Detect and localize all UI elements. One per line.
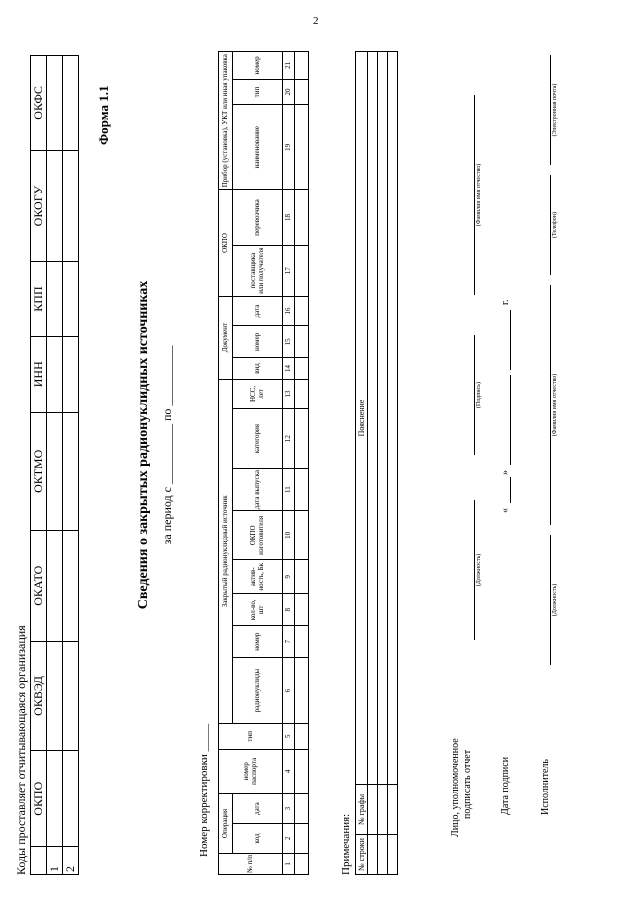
column-number: 12 bbox=[283, 409, 295, 469]
header-device-number: номер bbox=[233, 52, 283, 80]
executor-position-line[interactable] bbox=[550, 535, 551, 665]
header-radionuclides: радионуклиды bbox=[233, 658, 283, 724]
period-to-blank[interactable]: __________ bbox=[160, 345, 174, 406]
sources-table bbox=[218, 51, 309, 875]
codes-header-okato: ОКАТО bbox=[31, 530, 47, 641]
authorized-position-caption: (Должность) bbox=[476, 553, 482, 587]
codes-cell[interactable] bbox=[47, 412, 63, 530]
column-number: 10 bbox=[283, 511, 295, 560]
authorized-position-line[interactable] bbox=[474, 500, 475, 640]
codes-cell[interactable] bbox=[63, 150, 79, 262]
data-cell[interactable] bbox=[295, 511, 309, 560]
header-device: Прибор (установка), УКТ или иная упаковка bbox=[219, 52, 233, 190]
header-doc-number: номер bbox=[233, 326, 283, 358]
correction-line bbox=[198, 724, 210, 857]
notes-label: Примечания: bbox=[340, 813, 352, 875]
notes-cell[interactable] bbox=[388, 835, 398, 875]
column-number: 8 bbox=[283, 594, 295, 626]
notes-cell[interactable] bbox=[378, 52, 388, 785]
data-cell[interactable] bbox=[295, 823, 309, 853]
header-okpo-maker: ОКПО изготовителя bbox=[233, 511, 283, 560]
header-nss: НСС, лет bbox=[233, 379, 283, 409]
header-device-type: тип bbox=[233, 79, 283, 105]
header-source-number: номер bbox=[233, 626, 283, 658]
column-number: 15 bbox=[283, 326, 295, 358]
period-from-label: за период с bbox=[160, 487, 174, 545]
table-header-row-1 bbox=[219, 52, 233, 875]
codes-cell[interactable] bbox=[47, 530, 63, 641]
header-okpo: ОКПО bbox=[219, 190, 233, 296]
data-cell[interactable] bbox=[295, 326, 309, 358]
authorized-signature-line[interactable] bbox=[474, 335, 475, 455]
data-cell[interactable] bbox=[295, 749, 309, 794]
data-cell[interactable] bbox=[295, 409, 309, 469]
page-number: 2 bbox=[313, 15, 319, 27]
notes-header-row bbox=[356, 52, 368, 875]
period-from-blank[interactable]: __________ bbox=[160, 424, 174, 485]
codes-corner bbox=[31, 847, 47, 875]
executor-email-line[interactable] bbox=[550, 55, 551, 165]
column-number: 19 bbox=[283, 105, 295, 190]
notes-row bbox=[378, 52, 388, 875]
column-number: 6 bbox=[283, 658, 295, 724]
column-number: 18 bbox=[283, 190, 295, 245]
notes-cell[interactable] bbox=[388, 52, 398, 785]
data-cell[interactable] bbox=[295, 560, 309, 594]
codes-cell[interactable] bbox=[63, 751, 79, 847]
column-number: 21 bbox=[283, 52, 295, 80]
notes-row bbox=[368, 52, 378, 875]
column-number: 2 bbox=[283, 823, 295, 853]
notes-cell[interactable] bbox=[368, 835, 378, 875]
form-label: Форма 1.1 bbox=[96, 85, 111, 145]
header-device-name: наименование bbox=[233, 105, 283, 190]
executor-fullname-line[interactable] bbox=[550, 285, 551, 525]
codes-row-number: 2 bbox=[63, 847, 79, 875]
data-cell[interactable] bbox=[295, 794, 309, 824]
header-document: Документ bbox=[219, 296, 233, 379]
sign-day-line[interactable] bbox=[510, 477, 511, 503]
notes-cell[interactable] bbox=[388, 785, 398, 835]
codes-cell[interactable] bbox=[63, 336, 79, 412]
codes-cell[interactable] bbox=[47, 336, 63, 412]
executor-email-caption: (Электронная почта) bbox=[552, 83, 558, 137]
authorized-label-2: подписать отчет bbox=[462, 749, 473, 819]
correction-label: Номер корректировки bbox=[198, 754, 210, 857]
header-operation: Операция bbox=[219, 794, 233, 854]
codes-header-okogu: ОКОГУ bbox=[31, 150, 47, 262]
codes-row-number: 1 bbox=[47, 847, 63, 875]
sign-date-label: Дата подписи bbox=[500, 756, 511, 815]
authorized-fullname-caption: (Фамилия имя отчество) bbox=[476, 163, 482, 227]
notes-row bbox=[388, 52, 398, 875]
codes-row bbox=[63, 56, 79, 875]
header-okpo-supplier: поставщика или получателя bbox=[233, 245, 283, 296]
authorized-signature-caption: (Подпись) bbox=[476, 381, 482, 409]
codes-header-okfs: ОКФС bbox=[31, 56, 47, 151]
authorized-label-1: Лицо, уполномоченное bbox=[450, 738, 461, 837]
executor-fullname-caption: (Фамилия имя отчество) bbox=[552, 373, 558, 437]
codes-cell[interactable] bbox=[47, 150, 63, 262]
codes-header-oktmo: ОКТМО bbox=[31, 412, 47, 530]
header-doc-kind: вид bbox=[233, 358, 283, 379]
header-passport: номер паспорта bbox=[219, 749, 283, 794]
sign-year-line[interactable] bbox=[510, 310, 511, 370]
executor-label: Исполнитель bbox=[540, 759, 551, 815]
codes-cell[interactable] bbox=[63, 412, 79, 530]
codes-cell[interactable] bbox=[63, 262, 79, 336]
rotated-form-page bbox=[10, 15, 630, 875]
data-cell[interactable] bbox=[295, 468, 309, 511]
column-number: 3 bbox=[283, 794, 295, 824]
data-cell[interactable] bbox=[295, 296, 309, 326]
data-cell[interactable] bbox=[295, 105, 309, 190]
correction-blank[interactable]: _____ bbox=[198, 723, 210, 752]
codes-cell[interactable] bbox=[47, 56, 63, 151]
codes-title: Коды проставляет отчитывающаяся организация bbox=[14, 625, 28, 875]
year-suffix: г. bbox=[500, 299, 511, 305]
data-cell[interactable] bbox=[295, 379, 309, 409]
column-number: 7 bbox=[283, 626, 295, 658]
notes-cell[interactable] bbox=[378, 785, 388, 835]
quote-close: » bbox=[500, 470, 511, 475]
data-cell[interactable] bbox=[295, 853, 309, 874]
column-number: 17 bbox=[283, 245, 295, 296]
codes-header-okved: ОКВЭД bbox=[31, 641, 47, 751]
codes-cell[interactable] bbox=[47, 751, 63, 847]
codes-cell[interactable] bbox=[47, 641, 63, 751]
notes-cell[interactable] bbox=[378, 835, 388, 875]
codes-cell[interactable] bbox=[63, 530, 79, 641]
executor-position-caption: (Должность) bbox=[552, 583, 558, 617]
sign-month-line[interactable] bbox=[510, 375, 511, 465]
data-cell[interactable] bbox=[295, 724, 309, 750]
column-number: 14 bbox=[283, 358, 295, 379]
codes-cell[interactable] bbox=[47, 262, 63, 336]
data-cell[interactable] bbox=[295, 79, 309, 105]
codes-cell[interactable] bbox=[63, 56, 79, 151]
header-operation-code: код bbox=[233, 823, 283, 853]
header-category: категория bbox=[233, 409, 283, 469]
column-number: 9 bbox=[283, 560, 295, 594]
header-operation-date: дата bbox=[233, 794, 283, 824]
header-activity: актив-ность, Бк bbox=[233, 560, 283, 594]
codes-header-row bbox=[31, 56, 47, 875]
column-number: 5 bbox=[283, 724, 295, 750]
document-title: Сведения о закрытых радионуклидных источниках bbox=[136, 280, 151, 610]
header-n: № п/п bbox=[219, 853, 283, 874]
executor-phone-line[interactable] bbox=[550, 175, 551, 275]
codes-cell[interactable] bbox=[63, 641, 79, 751]
header-source: Закрытый радионуклидный источник bbox=[219, 379, 233, 723]
column-number: 11 bbox=[283, 468, 295, 511]
column-number: 20 bbox=[283, 79, 295, 105]
data-cell[interactable] bbox=[295, 245, 309, 296]
header-quantity: кол-во, шт bbox=[233, 594, 283, 626]
table-data-row bbox=[295, 52, 309, 875]
column-number: 1 bbox=[283, 853, 295, 874]
header-type: тип bbox=[219, 724, 283, 750]
column-number: 16 bbox=[283, 296, 295, 326]
data-cell[interactable] bbox=[295, 658, 309, 724]
data-cell[interactable] bbox=[295, 190, 309, 245]
notes-table bbox=[355, 51, 398, 875]
notes-cell[interactable] bbox=[368, 785, 378, 835]
quote-open: « bbox=[500, 508, 511, 513]
notes-header-explanation: Пояснение bbox=[356, 52, 368, 785]
header-release-date: дата выпуска bbox=[233, 468, 283, 511]
codes-table bbox=[30, 55, 79, 875]
data-cell[interactable] bbox=[295, 52, 309, 80]
data-cell[interactable] bbox=[295, 594, 309, 626]
executor-phone-caption: (Телефон) bbox=[552, 212, 558, 238]
codes-row bbox=[47, 56, 63, 875]
authorized-fullname-line[interactable] bbox=[474, 95, 475, 295]
header-doc-date: дата bbox=[233, 296, 283, 326]
notes-cell[interactable] bbox=[368, 52, 378, 785]
codes-header-kpp: КПП bbox=[31, 262, 47, 336]
column-numbers-row bbox=[283, 52, 295, 875]
column-number: 13 bbox=[283, 379, 295, 409]
period-line bbox=[160, 15, 175, 875]
notes-header-row-number: № строки bbox=[356, 835, 368, 875]
data-cell[interactable] bbox=[295, 626, 309, 658]
header-okpo-carrier: перевозчика bbox=[233, 190, 283, 245]
codes-header-inn: ИНН bbox=[31, 336, 47, 412]
codes-header-okpo: ОКПО bbox=[31, 751, 47, 847]
data-cell[interactable] bbox=[295, 358, 309, 379]
notes-header-column-number: № графы bbox=[356, 785, 368, 835]
period-to-label: по bbox=[160, 408, 174, 422]
column-number: 4 bbox=[283, 749, 295, 794]
